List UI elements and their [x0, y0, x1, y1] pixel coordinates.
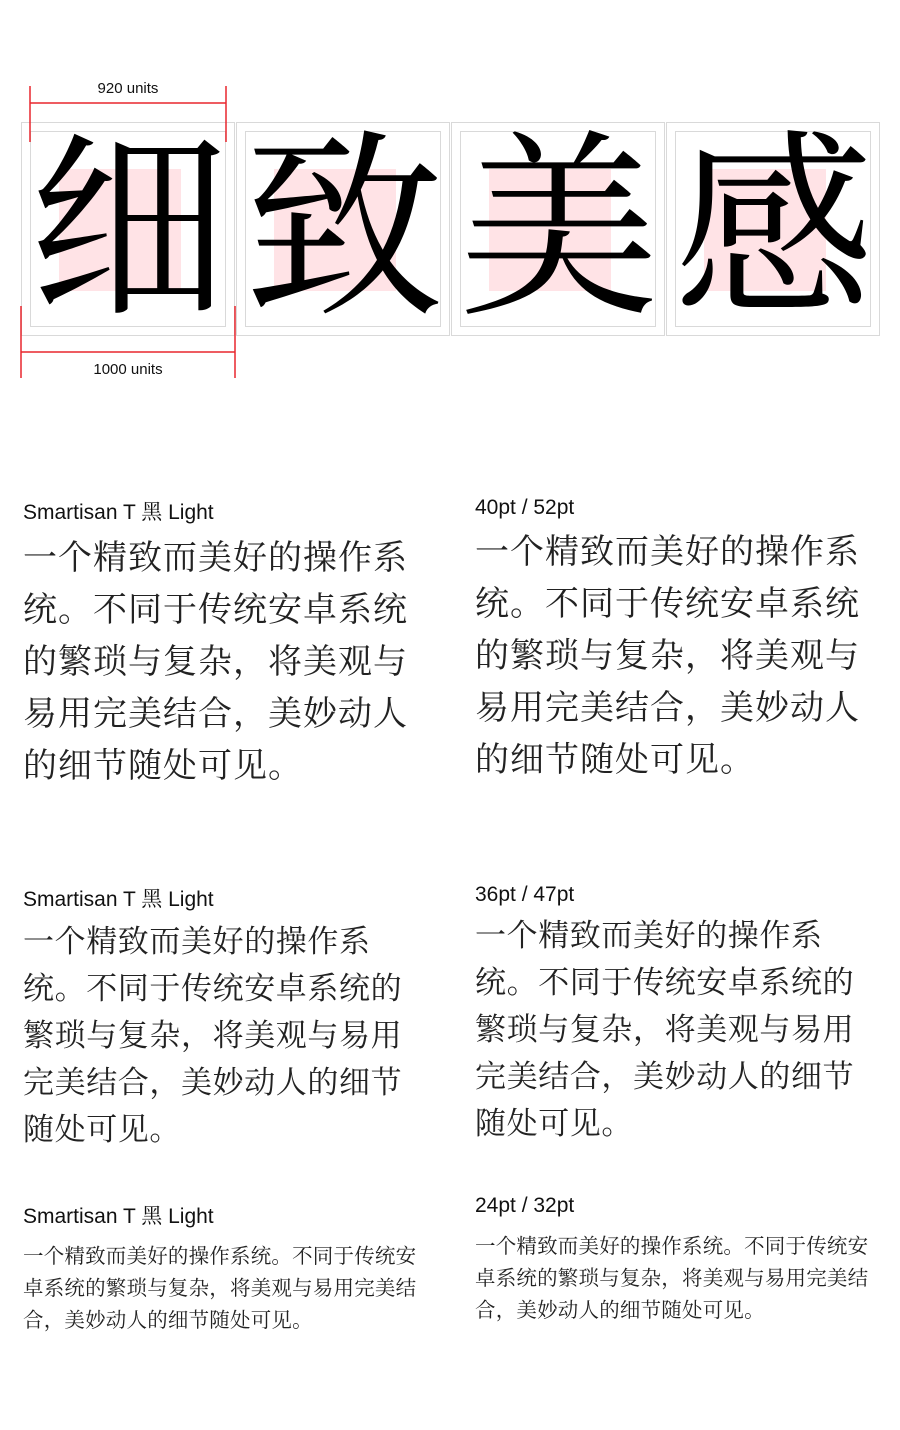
box-size-label: 1000 units — [93, 361, 163, 378]
glyph-char: 细 — [28, 113, 229, 346]
sample-40pt-font — [23, 496, 433, 792]
sample-36pt-size — [475, 883, 885, 1148]
sample-24pt-size — [475, 1194, 885, 1326]
glyph-specimen — [0, 0, 900, 400]
glyph-char: 美 — [458, 113, 659, 346]
size-label: 24pt / 32pt — [475, 1194, 575, 1217]
font-name-label: Smartisan T 黑 Light — [23, 501, 214, 524]
size-label: 36pt / 47pt — [475, 883, 575, 906]
dimension-lines — [0, 0, 900, 400]
sample-paragraph: 一个精致而美好的操作系统。不同于传统安卓系统的繁琐与复杂，将美观与易用完美结合，美妙动人的细节随处可见。 — [23, 924, 403, 1148]
size-label: 40pt / 52pt — [475, 496, 575, 519]
sample-paragraph: 一个精致而美好的操作系统。不同于传统安卓系统的繁琐与复杂，将美观与易用完美结合，美妙动人的细节随处可见。 — [475, 532, 860, 780]
sample-paragraph: 一个精致而美好的操作系统。不同于传统安卓系统的繁琐与复杂，将美观与易用完美结合，美妙动人的细节随处可见。 — [23, 538, 408, 786]
font-name-label: Smartisan T 黑 Light — [23, 888, 214, 911]
sample-paragraph: 一个精致而美好的操作系统。不同于传统安卓系统的繁琐与复杂，将美观与易用完美结合，美妙动人的细节随处可见。 — [475, 1234, 869, 1322]
glyph-char: 感 — [673, 113, 874, 346]
sample-36pt-font — [23, 883, 433, 1154]
sample-40pt-size — [475, 496, 885, 786]
sample-paragraph: 一个精致而美好的操作系统。不同于传统安卓系统的繁琐与复杂，将美观与易用完美结合，美妙动人的细节随处可见。 — [475, 918, 855, 1142]
sample-paragraph: 一个精致而美好的操作系统。不同于传统安卓系统的繁琐与复杂，将美观与易用完美结合，美妙动人的细节随处可见。 — [23, 1244, 417, 1332]
glyph-char: 致 — [243, 113, 444, 346]
em-size-label: 920 units — [97, 80, 159, 97]
sample-24pt-font — [23, 1200, 433, 1336]
font-name-label: Smartisan T 黑 Light — [23, 1205, 214, 1228]
